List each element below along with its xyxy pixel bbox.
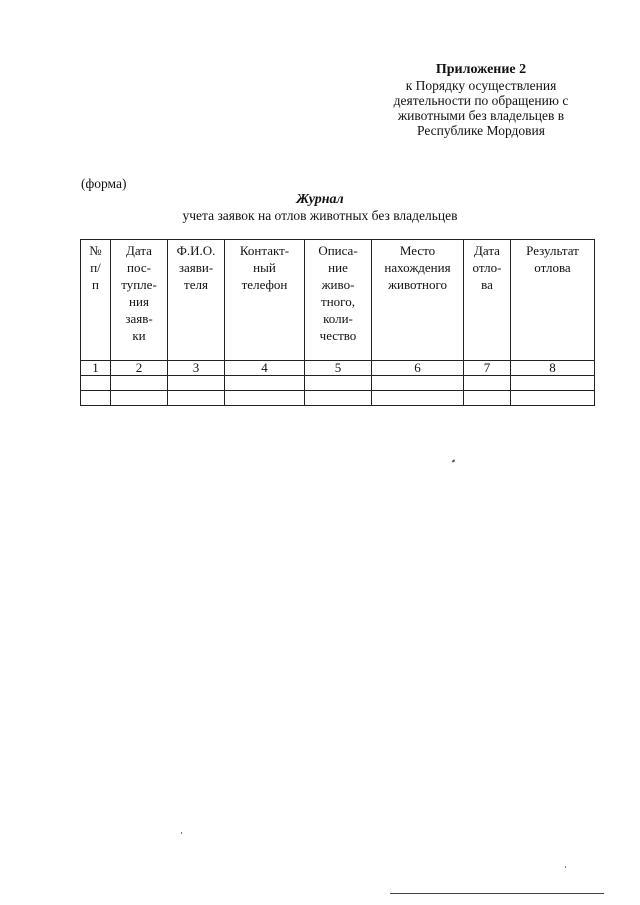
scan-dot	[565, 866, 566, 868]
table-cell	[372, 391, 464, 406]
column-number: 5	[305, 361, 372, 376]
header-capture-result: Результат отлова	[511, 240, 595, 361]
header-number: № п/ п	[81, 240, 111, 361]
header-row	[81, 240, 595, 361]
appendix-line: животными без владельцев в	[397, 108, 565, 123]
header-animal-description: Описа- ние живо- тного, коли- чество	[305, 240, 372, 361]
table-cell	[81, 376, 111, 391]
table-cell	[511, 391, 595, 406]
journal-title: Журнал	[296, 192, 344, 207]
table-cell	[111, 376, 168, 391]
column-number: 8	[511, 361, 595, 376]
appendix-line: Республике Мордовия	[417, 123, 545, 138]
scan-mark	[452, 459, 456, 462]
table-cell	[305, 391, 372, 406]
table-row	[81, 391, 595, 406]
column-number-row	[81, 361, 595, 376]
table-cell	[511, 376, 595, 391]
table-cell	[111, 391, 168, 406]
table-row	[81, 376, 595, 391]
column-number: 7	[464, 361, 511, 376]
table-cell	[372, 376, 464, 391]
table-cell	[305, 376, 372, 391]
table-cell	[464, 391, 511, 406]
header-capture-date: Дата отло- ва	[464, 240, 511, 361]
header-animal-location: Место нахождения животного	[372, 240, 464, 361]
table-cell	[464, 376, 511, 391]
form-label: (форма)	[81, 176, 127, 191]
column-number: 3	[168, 361, 225, 376]
journal-table	[80, 239, 595, 406]
appendix-title: Приложение 2	[435, 62, 527, 77]
appendix-block	[366, 62, 596, 138]
column-number: 6	[372, 361, 464, 376]
table-cell	[168, 391, 225, 406]
journal-subtitle: учета заявок на отлов животных без владельцев	[182, 208, 458, 223]
appendix-line: деятельности по обращению с	[393, 93, 569, 108]
appendix-line: к Порядку осуществления	[405, 78, 557, 93]
header-contact-phone: Контакт- ный телефон	[225, 240, 305, 361]
table-cell	[225, 376, 305, 391]
table-cell	[168, 376, 225, 391]
header-receipt-date: Дата пос- тупле- ния заяв- ки	[111, 240, 168, 361]
header-applicant-name: Ф.И.О. заяви- теля	[168, 240, 225, 361]
table-cell	[81, 391, 111, 406]
bottom-rule	[390, 893, 604, 894]
scan-dot	[181, 832, 182, 834]
column-number: 4	[225, 361, 305, 376]
column-number: 1	[81, 361, 111, 376]
column-number: 2	[111, 361, 168, 376]
table-cell	[225, 391, 305, 406]
